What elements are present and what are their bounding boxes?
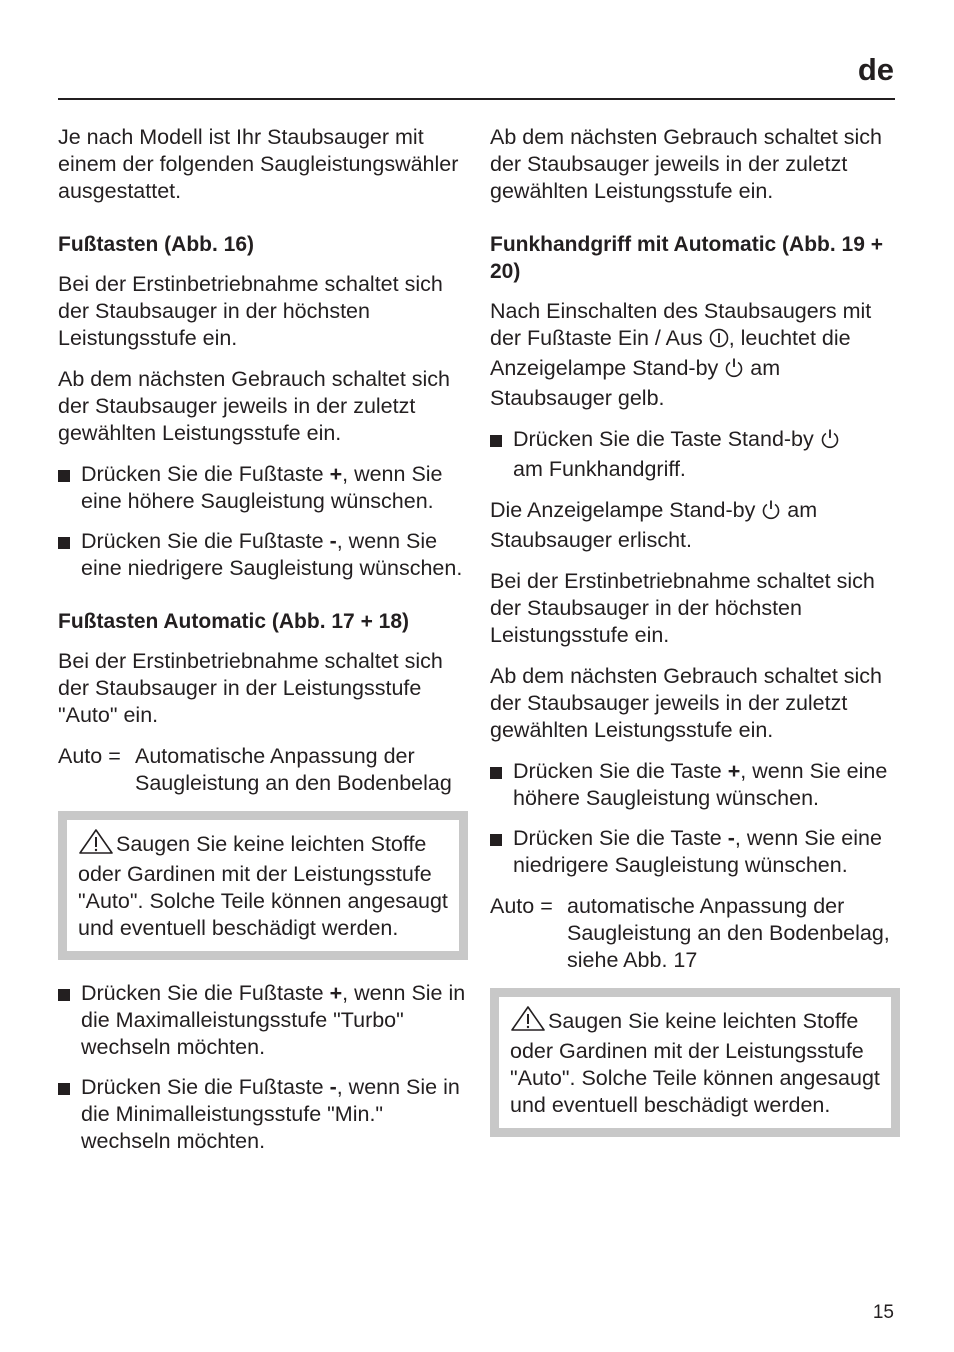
warning-triangle-icon bbox=[78, 829, 114, 861]
bullet-list bbox=[490, 426, 900, 483]
key-symbol: + bbox=[329, 462, 343, 486]
paragraph: Ab dem nächsten Gebrauch schaltet sich der Staubsauger jeweils in der zuletzt gewählten Leistungsstufe ein. bbox=[490, 664, 882, 742]
list-item bbox=[58, 980, 468, 1061]
standby-power-icon bbox=[724, 357, 744, 385]
text: Die Anzeigelampe Stand-by bbox=[490, 498, 762, 522]
header-rule bbox=[58, 98, 895, 100]
standby-power-icon bbox=[761, 499, 781, 527]
text: , wenn Sie eine niedrigere Saugleistung wünschen. bbox=[513, 826, 882, 877]
text: , wenn Sie in die Maximalleistungsstufe "Turbo" wechseln möchten. bbox=[81, 981, 466, 1059]
section-title-fusstasten: Fußtasten (Abb. 16) bbox=[58, 233, 255, 256]
bullet-list bbox=[490, 758, 900, 879]
warning-box bbox=[58, 811, 468, 960]
text: Nach Einschalten des Staubsaugers mit der Fußtaste Ein / Aus bbox=[490, 299, 872, 350]
definition bbox=[58, 743, 468, 797]
text: Drücken Sie die Fußtaste bbox=[81, 1075, 330, 1099]
key-symbol: + bbox=[329, 981, 343, 1005]
key-symbol: - bbox=[329, 1075, 337, 1099]
definition-term: Auto = bbox=[490, 894, 553, 918]
warning-box bbox=[490, 988, 900, 1137]
key-symbol: - bbox=[727, 826, 735, 850]
definition-desc: Automatische Anpassung der Saugleistung an den Bodenbelag bbox=[135, 744, 452, 795]
list-item bbox=[58, 1074, 468, 1155]
text: Drücken Sie die Fußtaste bbox=[81, 529, 330, 553]
list-item bbox=[490, 758, 900, 812]
paragraph: Bei der Erstinbetriebnahme schaltet sich der Staubsauger in der höchsten Leistungsstufe ein. bbox=[490, 569, 875, 647]
definition bbox=[490, 893, 900, 974]
paragraph: Bei der Erstinbetriebnahme schaltet sich der Staubsauger in der Leistungsstufe "Auto" ein. bbox=[58, 649, 443, 727]
right-column bbox=[490, 124, 900, 1157]
paragraph: Bei der Erstinbetriebnahme schaltet sich der Staubsauger in der höchsten Leistungsstufe ein. bbox=[58, 272, 443, 350]
text: , leuchtet die Anzeigelampe Stand-by bbox=[490, 326, 851, 380]
text: , wenn Sie eine höhere Saugleistung wünschen. bbox=[513, 759, 888, 810]
text: Drücken Sie die Taste bbox=[513, 826, 728, 850]
warning-text: Saugen Sie keine leichten Stoffe oder Gardinen mit der Leistungsstufe "Auto". Solche Teile können angesaugt und eventuell beschädigt werden. bbox=[510, 1009, 880, 1117]
list-item bbox=[490, 825, 900, 879]
text: Drücken Sie die Fußtaste bbox=[81, 462, 330, 486]
bullet-list bbox=[58, 461, 468, 582]
section-title-fusstasten-automatic: Fußtasten Automatic (Abb. 17 + 18) bbox=[58, 610, 410, 633]
paragraph bbox=[490, 497, 900, 554]
text: , wenn Sie in die Minimalleistungsstufe "Min." wechseln möchten. bbox=[81, 1075, 460, 1153]
definition-desc: automatische Anpassung der Saugleistung an den Bodenbelag, siehe Abb. 17 bbox=[567, 894, 890, 972]
language-code: de bbox=[857, 52, 894, 87]
text: am Staubsauger erlischt. bbox=[490, 498, 818, 552]
text: am Staubsauger gelb. bbox=[490, 356, 781, 410]
paragraph bbox=[490, 298, 900, 412]
warning-triangle-icon bbox=[510, 1006, 546, 1038]
definition-term: Auto = bbox=[58, 744, 121, 768]
warning-text: Saugen Sie keine leichten Stoffe oder Gardinen mit der Leistungsstufe "Auto". Solche Teile können angesaugt und eventuell beschädigt werden. bbox=[78, 832, 448, 940]
intro-paragraph: Je nach Modell ist Ihr Staubsauger mit einem der folgenden Saugleistungswähler ausgestattet. bbox=[58, 125, 459, 203]
section-title-funkhandgriff: Funkhandgriff mit Automatic (Abb. 19 + 20) bbox=[490, 233, 883, 283]
text: Drücken Sie die Taste bbox=[513, 759, 728, 783]
paragraph: Ab dem nächsten Gebrauch schaltet sich der Staubsauger jeweils in der zuletzt gewählten Leistungsstufe ein. bbox=[490, 125, 882, 203]
paragraph: Ab dem nächsten Gebrauch schaltet sich der Staubsauger jeweils in der zuletzt gewählten Leistungsstufe ein. bbox=[58, 367, 450, 445]
key-symbol: + bbox=[727, 759, 741, 783]
standby-power-icon bbox=[820, 428, 840, 456]
bullet-list bbox=[58, 980, 468, 1155]
text: , wenn Sie eine höhere Saugleistung wünschen. bbox=[81, 462, 443, 513]
list-item bbox=[58, 461, 468, 515]
on-off-icon bbox=[709, 328, 729, 355]
list-item bbox=[490, 426, 900, 483]
left-column bbox=[58, 124, 468, 1169]
key-symbol: - bbox=[329, 529, 337, 553]
list-item bbox=[58, 528, 468, 582]
text: Drücken Sie die Fußtaste bbox=[81, 981, 330, 1005]
text: Drücken Sie die Taste Stand-by bbox=[513, 427, 820, 451]
page-number: 15 bbox=[872, 1302, 894, 1323]
text: , wenn Sie eine niedrigere Saugleistung wünschen. bbox=[81, 529, 463, 580]
text: am Funkhandgriff. bbox=[513, 457, 686, 481]
